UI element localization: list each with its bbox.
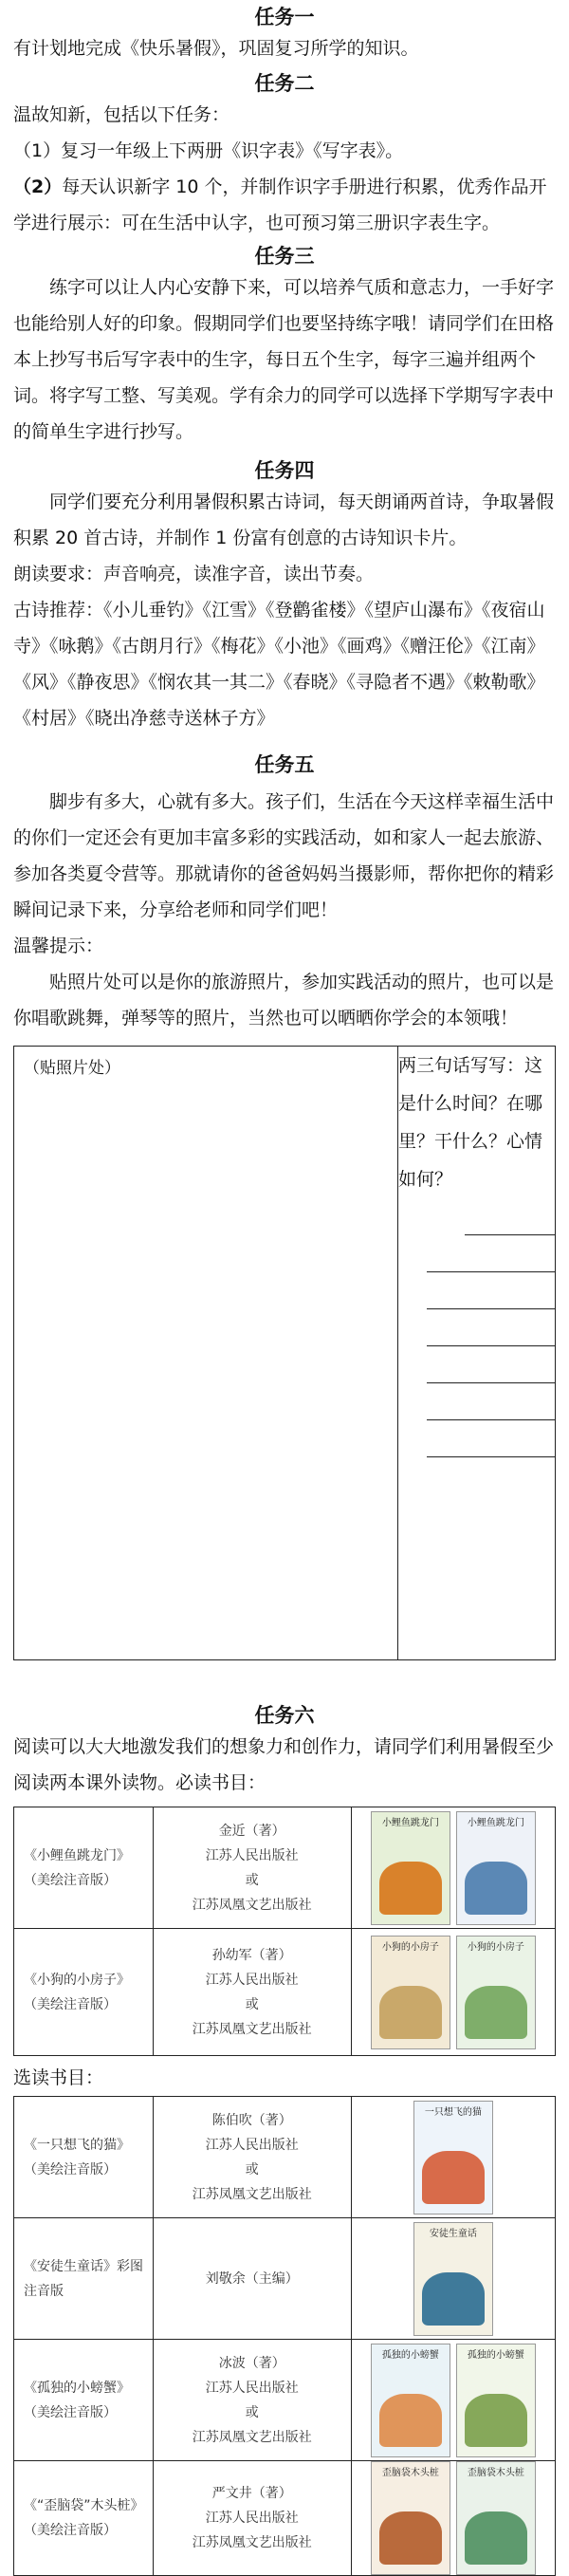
writing-line xyxy=(427,1346,555,1383)
book-publisher-info xyxy=(153,2218,351,2340)
task3-text: 练字可以让人内心安静下来，可以培养气质和意志力，一手好字也能给别人好的印象。假期同学们也要坚持练字哦！请同学们在田格本上抄写书后写字表中的生字，每日五个生字，每字三遍并组两个词。将字写工整、写美观。学有余力的同学可以选择下学期写字表中的简单生字进行抄写。 xyxy=(13,277,555,442)
table-row xyxy=(14,2097,556,2218)
book-covers xyxy=(351,2097,555,2218)
book-author: 金近（著） xyxy=(218,1823,285,1839)
task2-item2-number: （2） xyxy=(13,176,63,197)
book-covers xyxy=(351,2218,555,2340)
book-publisher-info xyxy=(153,1807,351,1929)
book-publisher-info xyxy=(153,2461,351,2576)
task2-item2 xyxy=(13,169,556,241)
task3-title: 任务三 xyxy=(254,245,315,268)
book-title: 《一只想飞的猫》（美绘注音版） xyxy=(14,2097,154,2218)
book-covers xyxy=(351,2340,555,2461)
optional-books-table xyxy=(13,2096,556,2576)
book-publisher-info xyxy=(153,2097,351,2218)
photo-note-area xyxy=(398,1047,556,1660)
task6-text: 阅读可以大大地激发我们的想象力和创作力，请同学们利用暑假至少阅读两本课外读物。必读书目： xyxy=(13,1736,555,1793)
book-cover-image: 小狗的小房子 xyxy=(371,1936,450,2049)
book-cover-image: 一只想飞的猫 xyxy=(413,2101,493,2215)
book-author: 冰波（著） xyxy=(218,2355,285,2371)
table-row xyxy=(14,1929,556,2056)
writing-line xyxy=(427,1235,555,1272)
book-publisher: 江苏人民出版社 xyxy=(205,1847,299,1863)
writing-line xyxy=(465,1198,555,1235)
task1-text: 有计划地完成《快乐暑假》，巩固复习所学的知识。 xyxy=(13,38,419,59)
book-publisher-alt: 江苏凤凰文艺出版社 xyxy=(192,2535,312,2550)
book-or: 或 xyxy=(245,2404,259,2420)
book-cover-image: 孤独的小螃蟹 xyxy=(456,2344,536,2457)
book-cover-image: 歪脑袋木头桩 xyxy=(456,2461,536,2575)
book-publisher-alt: 江苏凤凰文艺出版社 xyxy=(192,2021,312,2037)
book-covers xyxy=(351,2461,555,2576)
book-covers xyxy=(351,1807,555,1929)
writing-line xyxy=(427,1272,555,1309)
book-cover-image: 小鲤鱼跳龙门 xyxy=(371,1811,450,1925)
book-or: 或 xyxy=(245,1996,259,2012)
required-books-table xyxy=(13,1807,556,2056)
optional-books-label: 选读书目： xyxy=(13,2067,104,2088)
task5-title: 任务五 xyxy=(254,753,315,776)
book-cover-image: 孤独的小螃蟹 xyxy=(371,2344,450,2457)
task5-tip-text: 贴照片处可以是你的旅游照片，参加实践活动的照片，也可以是你唱歌跳舞，弹琴等的照片，当然也可以晒晒你学会的本领哦！ xyxy=(13,972,555,1029)
book-or: 或 xyxy=(245,2161,259,2178)
table-row xyxy=(14,2340,556,2461)
task5-tip-label: 温馨提示： xyxy=(13,936,104,956)
book-title: 《安徒生童话》彩图注音版 xyxy=(14,2218,154,2340)
task1-title: 任务一 xyxy=(254,6,315,28)
book-publisher: 江苏人民出版社 xyxy=(205,2137,299,2153)
photo-table xyxy=(13,1046,556,1660)
book-or: 或 xyxy=(245,1872,259,1888)
book-title: 《小鲤鱼跳龙门》（美绘注音版） xyxy=(14,1807,154,1929)
writing-line xyxy=(427,1383,555,1420)
task4-title: 任务四 xyxy=(254,459,315,482)
task4-poem-recommendations: 古诗推荐：《小儿垂钓》《江雪》《登鹳雀楼》《望庐山瀑布》《夜宿山寺》《咏鹅》《古朗月行》《梅花》《小池》《画鸡》《赠汪伦》《江南》《风》《静夜思》《悯农其一其二》《春晓》《寻隐者不遇》《敕勒歌》《村居》《晓出净慈寺送林子方》 xyxy=(13,600,545,729)
table-row xyxy=(14,1807,556,1929)
book-publisher-alt: 江苏凤凰文艺出版社 xyxy=(192,2186,312,2202)
book-cover-image: 歪脑袋木头桩 xyxy=(371,2461,450,2575)
book-cover-image: 小狗的小房子 xyxy=(456,1936,536,2049)
task2-intro: 温故知新，包括以下任务： xyxy=(13,104,230,125)
task5-text: 脚步有多大，心就有多大。孩子们，生活在今天这样幸福生活中的你们一定还会有更加丰富多彩的实践活动，如和家人一起去旅游、参加各类夏令营等。那就请你的爸爸妈妈当摄影师，帮你把你的精彩瞬间记录下来，分享给老师和同学们吧！ xyxy=(13,791,555,920)
task2-item1: （1）复习一年级上下两册《识字表》《写字表》。 xyxy=(13,140,404,161)
book-publisher-alt: 江苏凤凰文艺出版社 xyxy=(192,1897,312,1913)
book-author: 孙幼军（著） xyxy=(211,1947,292,1963)
task2-item2-text: 每天认识新字 10 个，并制作识字手册进行积累，优秀作品开学进行展示：可在生活中认字，也可预习第三册识字表生字。 xyxy=(13,176,547,233)
book-cover-image: 小鲤鱼跳龙门 xyxy=(456,1811,536,1925)
writing-line xyxy=(427,1309,555,1346)
writing-line xyxy=(427,1420,555,1457)
book-publisher: 江苏人民出版社 xyxy=(205,1972,299,1988)
book-publisher: 江苏人民出版社 xyxy=(205,2511,299,2526)
task2-title: 任务二 xyxy=(254,72,315,95)
book-publisher-info xyxy=(153,2340,351,2461)
book-publisher: 江苏人民出版社 xyxy=(205,2380,299,2396)
photo-note-prompt: 两三句话写写：这是什么时间？在哪里？干什么？心情如何？ xyxy=(398,1055,543,1190)
book-cover-image: 安徒生童话 xyxy=(413,2222,493,2336)
book-author: 刘敬余（主编） xyxy=(205,2270,299,2287)
photo-paste-label: （贴照片处） xyxy=(24,1059,120,1078)
book-author: 严文井（著） xyxy=(211,2486,292,2501)
book-author: 陈伯吹（著） xyxy=(211,2112,292,2128)
book-publisher-info xyxy=(153,1929,351,2056)
task4-reading-requirement: 朗读要求：声音响亮，读准字音，读出节奏。 xyxy=(13,564,375,584)
photo-paste-area xyxy=(14,1047,398,1660)
book-title: 《小狗的小房子》（美绘注音版） xyxy=(14,1929,154,2056)
table-row xyxy=(14,2461,556,2576)
book-publisher-alt: 江苏凤凰文艺出版社 xyxy=(192,2429,312,2445)
task4-text: 同学们要充分利用暑假积累古诗词，每天朗诵两首诗，争取暑假积累 20 首古诗，并制作 1 份富有创意的古诗知识卡片。 xyxy=(13,491,555,548)
book-covers xyxy=(351,1929,555,2056)
document-page xyxy=(0,4,569,2576)
book-title: 《“歪脑袋”木头桩》（美绘注音版） xyxy=(14,2461,154,2576)
task6-title: 任务六 xyxy=(254,1704,315,1727)
book-title: 《孤独的小螃蟹》（美绘注音版） xyxy=(14,2340,154,2461)
table-row xyxy=(14,2218,556,2340)
